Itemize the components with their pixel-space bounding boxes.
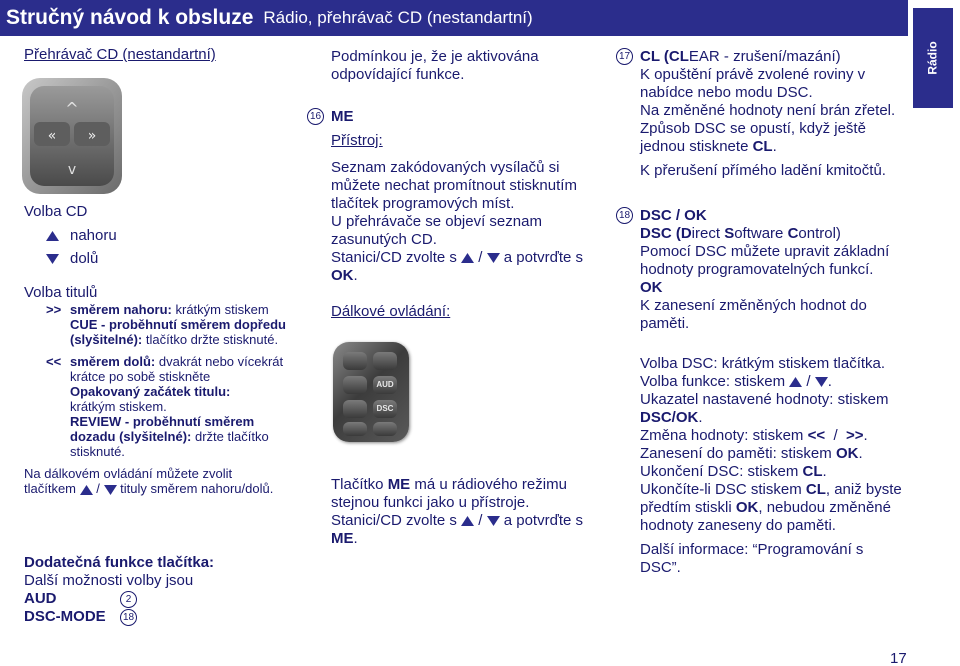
remote-button-dsc: DSC [373, 400, 397, 418]
svg-text:^: ^ [65, 99, 79, 118]
chevron-down-icon [815, 377, 828, 387]
remote-button [343, 400, 367, 418]
remote-button [343, 352, 367, 370]
p5c: a potvrďte s [503, 512, 583, 529]
slash: / [96, 481, 100, 496]
item2-hold: držte tlačítko stisknuté. [70, 429, 269, 459]
remote-button [373, 422, 397, 436]
item1-cue: CUE - proběhnutí směrem dopředu (slyšitelné): [70, 317, 286, 347]
dsc-d2: K zanesení změněných hodnot do paměti. [640, 297, 867, 332]
remote-text-b: tlačítkem [24, 481, 77, 496]
ref-18: 18 [120, 609, 137, 626]
dot: . [353, 267, 358, 284]
remote-control-image [333, 342, 409, 442]
svg-text:»: » [87, 128, 97, 144]
step-5a: Zanesení do paměti: stiskem [640, 445, 836, 462]
remote-button [373, 352, 397, 370]
ref-18: 18 [616, 207, 633, 224]
remote-button [343, 422, 367, 436]
p4c: má u rádiového režimu stejnou funkci jako u přístroje. [331, 476, 567, 511]
remote-button-aud: AUD [373, 376, 397, 394]
me-heading: ME [331, 108, 354, 125]
p5a: Stanici/CD zvolte s [331, 512, 457, 529]
ok-heading: OK [640, 279, 663, 296]
step-7a: Ukončíte-li DSC stiskem [640, 481, 806, 498]
ok-label: OK [331, 267, 354, 284]
cl-c3a: Způsob DSC se opustí, když ještě jednou stisknete [640, 120, 866, 155]
me-p2: U přehrávače se objeví seznam zasunutých CD. [331, 213, 542, 248]
step-6b: CL [802, 463, 823, 480]
me-inline: ME [387, 476, 411, 493]
ref-17: 17 [616, 48, 633, 65]
cl-head-b: EAR - zrušení/mazání) [688, 48, 841, 65]
dsc-ok-heading: DSC / OK [640, 207, 707, 224]
remote-text-d: tituly směrem nahoru/dolů. [120, 481, 274, 496]
step-2a: Volba funkce: stiskem [640, 373, 786, 390]
dot: . [698, 409, 703, 426]
dolu-label: dolů [70, 250, 99, 267]
cl-bold: CL [752, 138, 773, 155]
chevron-down-icon [24, 250, 70, 268]
cl-c2: Na změněné hodnoty není brán zřetel. [640, 102, 896, 119]
header-title: Stručný návod k obsluze [6, 6, 254, 29]
me-section [331, 108, 593, 321]
step-7e: , nebudou změněné hodnoty zaneseny do paměti. [640, 499, 891, 534]
step-3b: DSC/OK [640, 409, 699, 426]
forward-label: >> [845, 427, 864, 444]
page-header [0, 0, 908, 36]
title-items [24, 302, 286, 496]
step-4a: Změna hodnoty: stiskem [640, 427, 808, 444]
nahoru-label: nahoru [70, 227, 117, 244]
dot: . [827, 373, 832, 390]
chevron-down-icon [487, 516, 500, 526]
dot: . [858, 445, 863, 462]
item2-direction: směrem dolů: [70, 354, 156, 369]
item2-short: krátkým stiskem. [70, 399, 167, 414]
svg-text:«: « [47, 128, 57, 144]
step-1: Volba DSC: krátkým stiskem tlačítka. [640, 355, 886, 372]
me-p3a: Stanici/CD zvolte s [331, 249, 457, 266]
dot: . [353, 530, 358, 547]
fast-forward-icon: >> [46, 302, 62, 317]
dsc-steps [640, 355, 904, 577]
me-p1: Seznam zakódovaných vysílačů si můžete nechat promítnout stisknutím tlačítek programových míst. [331, 159, 577, 212]
aud-label: AUD [24, 590, 57, 607]
dsc-d1: Pomocí DSC můžete upravit základní hodnoty programovatelných funkcí. [640, 243, 890, 278]
item1-action: krátkým stiskem [171, 302, 269, 317]
pristroj-heading: Přístroj: [331, 132, 383, 149]
cl-c1: K opuštění právě zvolené roviny v nabídce nebo modu DSC. [640, 66, 866, 101]
intro-text: Podmínkou je, že je aktivována odpovídající funkce. [331, 48, 539, 83]
chevron-up-icon [461, 516, 474, 526]
dsc-full-f: ontrol) [798, 225, 841, 242]
remote-button [343, 376, 367, 394]
dot: . [822, 463, 827, 480]
step-7c: , aniž byste předtím stiskli [640, 481, 902, 516]
remote-section [331, 476, 593, 548]
column-1 [24, 46, 314, 64]
item1-direction: směrem nahoru: [70, 302, 172, 317]
item2-action: dvakrát nebo vícekrát krátce po sobě stiskněte [70, 354, 284, 384]
extra-text: Další možnosti volby jsou [24, 572, 194, 589]
header-subtitle: Rádio, přehrávač CD (nestandartní) [263, 8, 533, 27]
side-tab-label: Rádio [926, 41, 940, 75]
dalkove-heading: Dálkové ovládání: [331, 303, 451, 320]
chevron-up-icon [461, 253, 474, 263]
chevron-down-icon [487, 253, 500, 263]
item2-repeat: Opakovaný začátek titulu: [70, 384, 231, 399]
cl-c4: K přerušení přímého ladění kmitočtů. [640, 162, 886, 179]
ref-16: 16 [307, 108, 324, 125]
chevron-up-icon [789, 377, 802, 387]
dsc-section [640, 207, 904, 333]
chevron-down-icon [104, 485, 117, 495]
cl-section [640, 48, 904, 180]
slash: / [806, 373, 811, 390]
me-label: ME [331, 530, 354, 547]
extra-function [24, 554, 314, 626]
dot: . [772, 138, 777, 155]
chevron-up-icon [80, 485, 93, 495]
step-6a: Ukončení DSC: stiskem [640, 463, 803, 480]
page-number: 17 [890, 650, 907, 666]
step-7d: OK [735, 499, 759, 516]
device-button-image [22, 78, 122, 194]
volba-titulu-heading: Volba titulů [24, 284, 98, 301]
cl-head-a: CL (CL [640, 48, 689, 65]
slash: / [478, 512, 483, 529]
extra-heading: Dodatečná funkce tlačítka: [24, 554, 215, 571]
step-8: Další informace: “Programování s DSC”. [640, 541, 864, 576]
dsc-mode-label: DSC-MODE [24, 608, 106, 625]
volba-cd-heading: Volba CD [24, 203, 88, 220]
dot: . [863, 427, 868, 444]
side-tab [913, 8, 953, 108]
rewind-label: << [807, 427, 826, 444]
dsc-full-c: S [724, 225, 735, 242]
section-heading: Přehrávač CD (nestandartní) [24, 46, 216, 63]
dsc-full-e: C [787, 225, 799, 242]
dsc-full-a: DSC (D [640, 225, 692, 242]
p4a: Tlačítko [331, 476, 384, 493]
dsc-full-b: irect [691, 225, 725, 242]
step-5b: OK [835, 445, 859, 462]
column-2 [331, 48, 593, 84]
rewind-icon: << [46, 354, 62, 369]
remote-text-a: Na dálkovém ovládání můžete zvolit [24, 466, 233, 481]
me-p3c: a potvrďte s [503, 249, 583, 266]
svg-text:v: v [67, 162, 77, 178]
dsc-full-d: oftware [734, 225, 788, 242]
step-7b: CL [805, 481, 826, 498]
ref-2: 2 [120, 591, 137, 608]
slash: / [478, 249, 483, 266]
chevron-up-icon [24, 227, 70, 245]
column-1-body [24, 203, 314, 302]
slash: / [825, 427, 846, 444]
item1-hold: tlačítko držte stisknuté. [142, 332, 279, 347]
step-3a: Ukazatel nastavené hodnoty: stiskem [640, 391, 889, 408]
item2-review: REVIEW - proběhnutí směrem dozadu (slyšitelné): [70, 414, 255, 444]
